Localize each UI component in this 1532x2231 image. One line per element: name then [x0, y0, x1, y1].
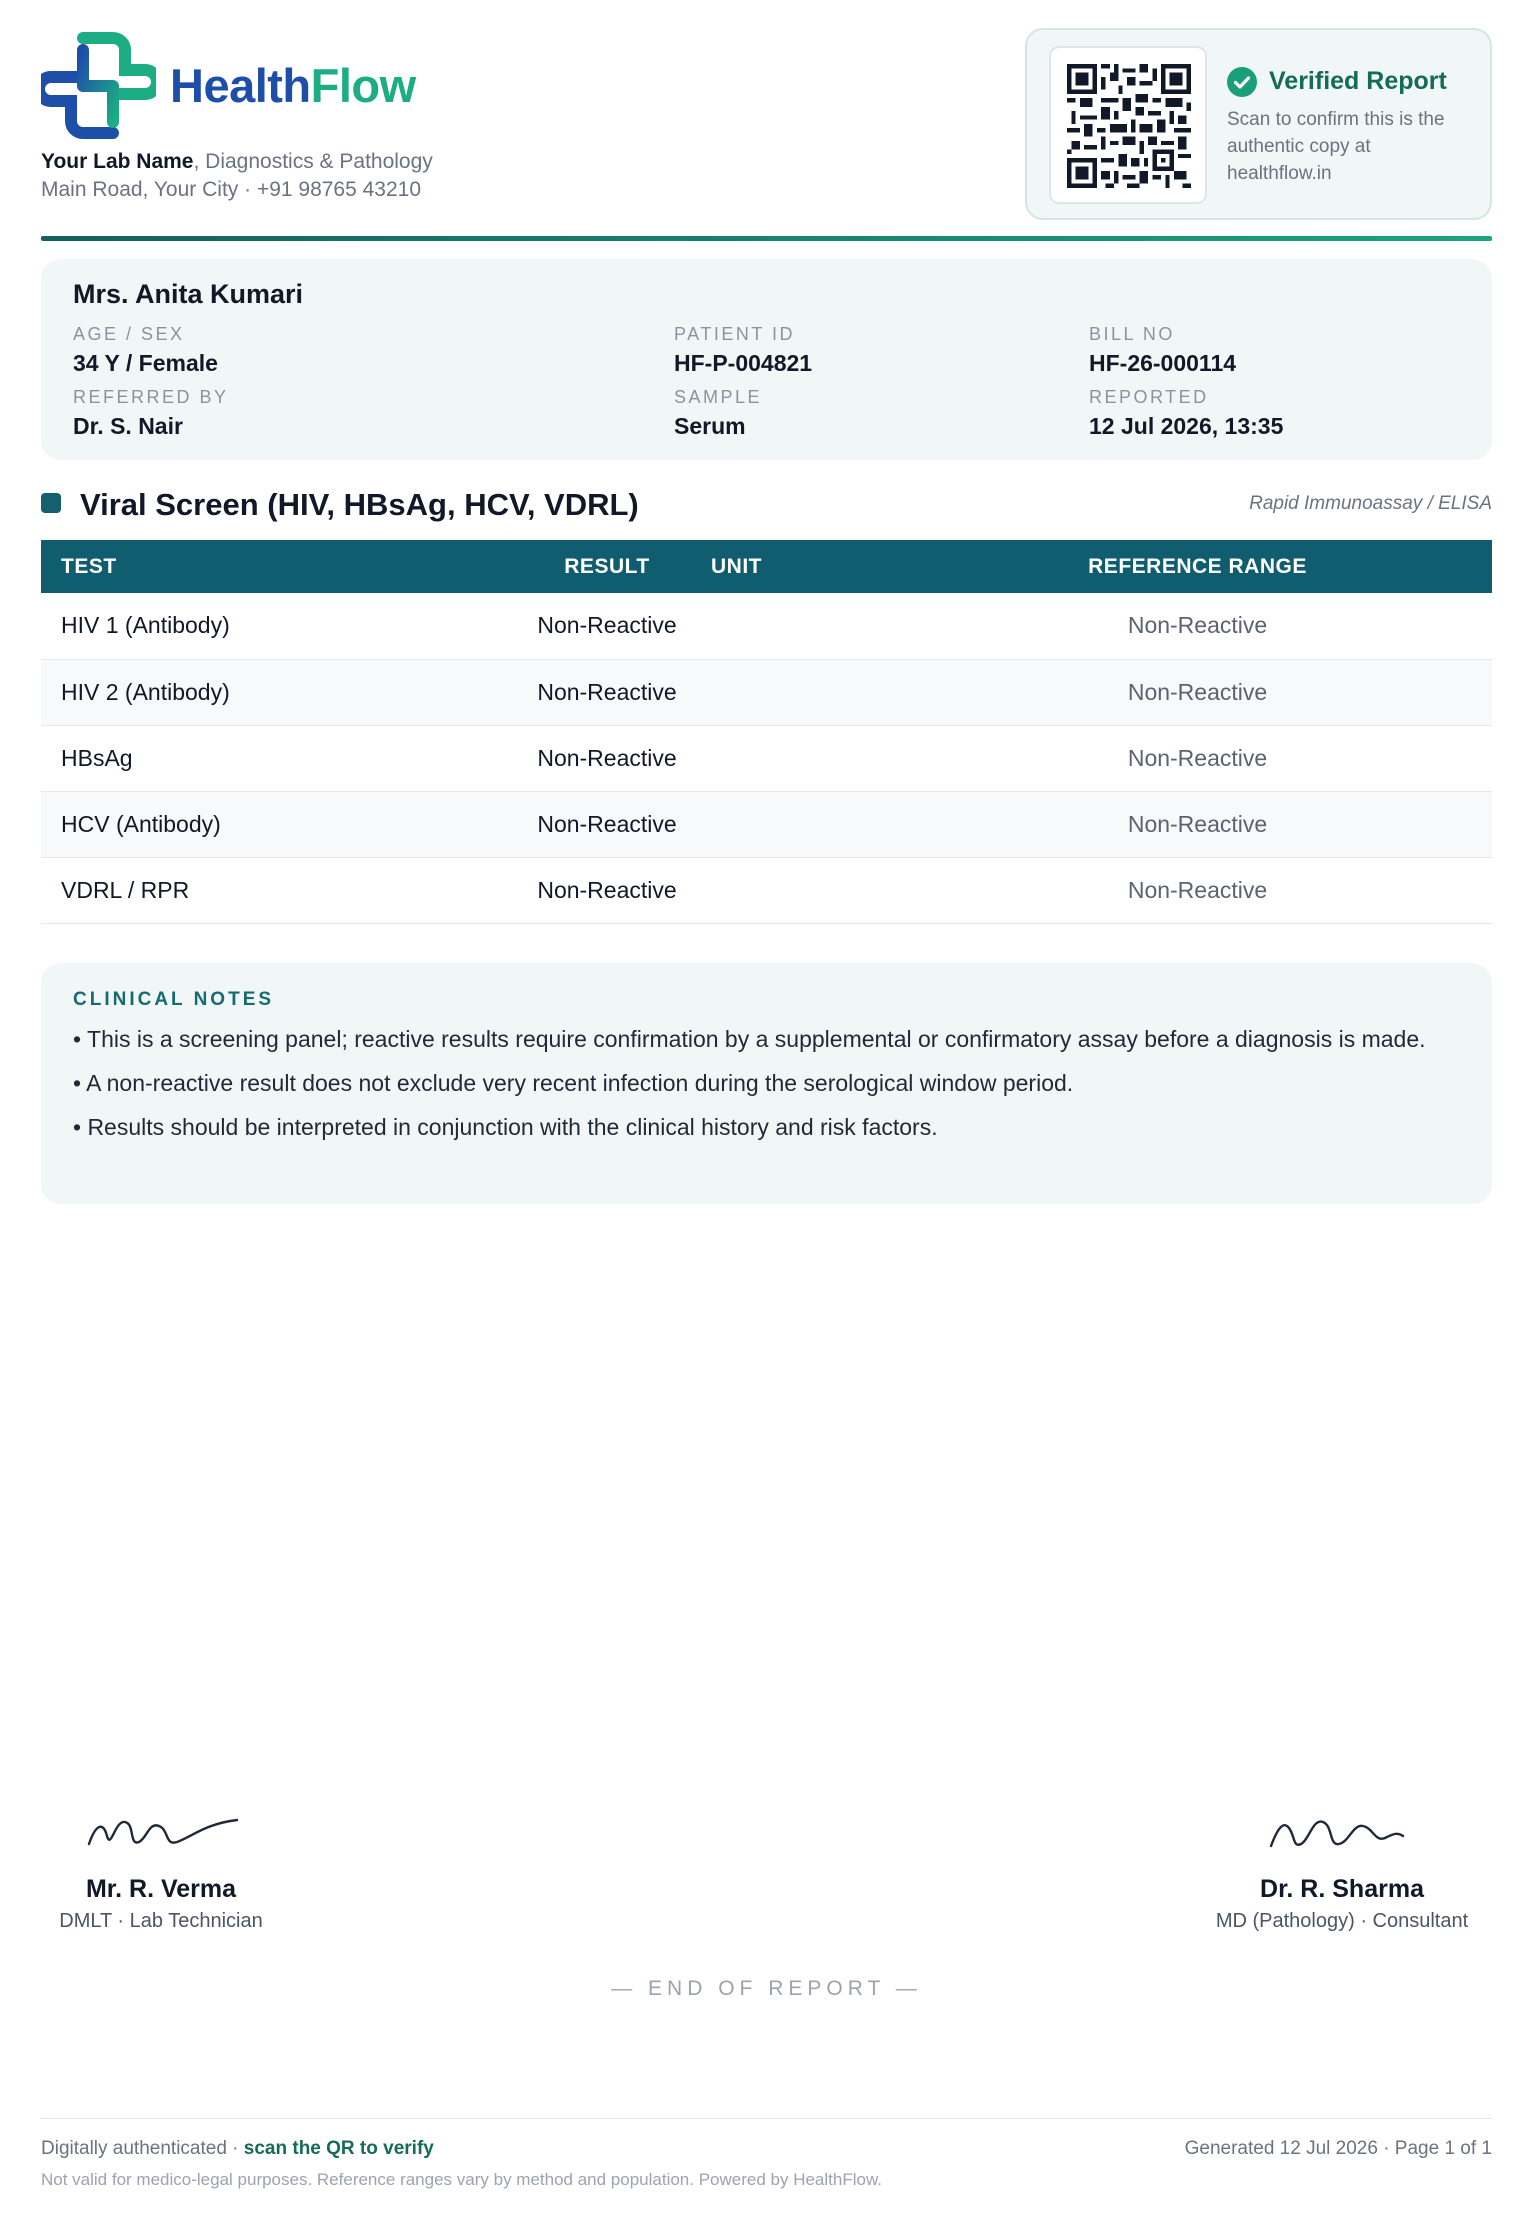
clinical-notes-heading: CLINICAL NOTES: [73, 989, 275, 1010]
verified-report-title: Verified Report: [1269, 67, 1447, 95]
test-unit: [693, 857, 903, 923]
test-reference-range: Non-Reactive: [903, 593, 1492, 659]
end-of-report: — END OF REPORT —: [611, 1977, 922, 2000]
report-page: [41, 0, 1492, 2231]
clinical-note-item: • A non-reactive result does not exclude very recent infection during the serological window period.: [73, 1070, 1074, 1096]
results-table: [41, 540, 1492, 924]
qr-code[interactable]: [1049, 46, 1207, 204]
test-reference-range: Non-Reactive: [903, 857, 1492, 923]
brand-part-flow: Flow: [310, 59, 416, 112]
verified-report-box: [1025, 28, 1492, 220]
section-method: Rapid Immunoassay / ELISA: [1249, 493, 1492, 514]
table-row: [41, 659, 1492, 725]
referred-by-label: REFERRED BY: [73, 387, 229, 407]
section-marker-icon: [41, 493, 61, 513]
header-divider: [41, 236, 1492, 241]
test-unit: [693, 593, 903, 659]
test-name: HIV 2 (Antibody): [41, 659, 521, 725]
test-name: HBsAg: [41, 725, 521, 791]
age-sex-value: 34 Y / Female: [73, 350, 218, 376]
footer-disclaimer: Not valid for medico-legal purposes. Reference ranges vary by method and population. Powered by HealthFlow.: [41, 2170, 883, 2189]
test-name: HIV 1 (Antibody): [41, 593, 521, 659]
test-result: Non-Reactive: [521, 725, 693, 791]
test-reference-range: Non-Reactive: [903, 659, 1492, 725]
test-result: Non-Reactive: [521, 791, 693, 857]
brand-part-health: Health: [170, 59, 311, 112]
patient-info-card: [41, 259, 1492, 460]
column-header-result: RESULT: [521, 540, 693, 593]
sample-label: SAMPLE: [674, 387, 763, 407]
referred-by-value: Dr. S. Nair: [73, 413, 183, 439]
patient-id-label: PATIENT ID: [674, 324, 796, 344]
scan-qr-link[interactable]: scan the QR to verify: [243, 2138, 434, 2159]
patient-name: Mrs. Anita Kumari: [73, 279, 304, 309]
table-header-row: [41, 540, 1492, 593]
lab-address: Main Road, Your City · +91 98765 43210: [41, 178, 422, 201]
lab-name: Your Lab Name: [41, 150, 194, 173]
footer-auth-text: Digitally authenticated ·: [41, 2138, 244, 2159]
table-row: [41, 857, 1492, 923]
technician-name: Mr. R. Verma: [85, 1875, 237, 1903]
footer-auth: [41, 2138, 434, 2160]
test-name: VDRL / RPR: [41, 857, 521, 923]
consultant-name: Dr. R. Sharma: [1260, 1875, 1424, 1903]
test-result: Non-Reactive: [521, 593, 693, 659]
table-row: [41, 725, 1492, 791]
qr-code-icon: [1067, 64, 1191, 188]
brand-name: [170, 58, 416, 113]
technician-signature-icon: [85, 1806, 245, 1856]
table-row: [41, 791, 1492, 857]
bill-no-label: BILL NO: [1089, 324, 1175, 344]
column-header-test: TEST: [41, 540, 521, 593]
column-header-unit: UNIT: [693, 540, 903, 593]
age-sex-label: AGE / SEX: [73, 324, 185, 344]
clinical-notes-list: [73, 1021, 1468, 1153]
clinical-notes: [41, 963, 1492, 1204]
section-title: Viral Screen (HIV, HBsAg, HCV, VDRL): [80, 487, 639, 522]
footer-divider: [41, 2118, 1492, 2119]
lab-name-line: [41, 150, 433, 174]
report-header: [41, 26, 1492, 226]
lab-tagline: , Diagnostics & Pathology: [193, 150, 433, 173]
test-reference-range: Non-Reactive: [903, 791, 1492, 857]
clinical-note-item: • Results should be interpreted in conjunction with the clinical history and risk factors.: [73, 1114, 938, 1140]
technician-role: DMLT · Lab Technician: [59, 1910, 263, 1932]
patient-id-value: HF-P-004821: [674, 350, 813, 376]
consultant-signature-icon: [1267, 1806, 1407, 1856]
sample-value: Serum: [674, 413, 746, 439]
reported-label: REPORTED: [1089, 387, 1209, 407]
verified-report-description: Scan to confirm this is the authentic copy at healthflow.in: [1227, 109, 1445, 184]
clinical-note-item: • This is a screening panel; reactive results require confirmation by a supplemental or confirmatory assay before a diagnosis is made.: [73, 1026, 1426, 1052]
consultant-role: MD (Pathology) · Consultant: [1215, 1910, 1469, 1932]
test-name: HCV (Antibody): [41, 791, 521, 857]
test-unit: [693, 659, 903, 725]
column-header-reference-range: REFERENCE RANGE: [903, 540, 1492, 593]
bill-no-value: HF-26-000114: [1089, 350, 1237, 376]
healthflow-logo-icon: [41, 28, 156, 143]
footer-generated: Generated 12 Jul 2026 · Page 1 of 1: [1184, 2138, 1492, 2159]
test-unit: [693, 725, 903, 791]
test-result: Non-Reactive: [521, 857, 693, 923]
verified-check-icon: [1227, 67, 1257, 97]
test-unit: [693, 791, 903, 857]
test-result: Non-Reactive: [521, 659, 693, 725]
test-reference-range: Non-Reactive: [903, 725, 1492, 791]
reported-value: 12 Jul 2026, 13:35: [1089, 413, 1284, 439]
table-row: [41, 593, 1492, 659]
